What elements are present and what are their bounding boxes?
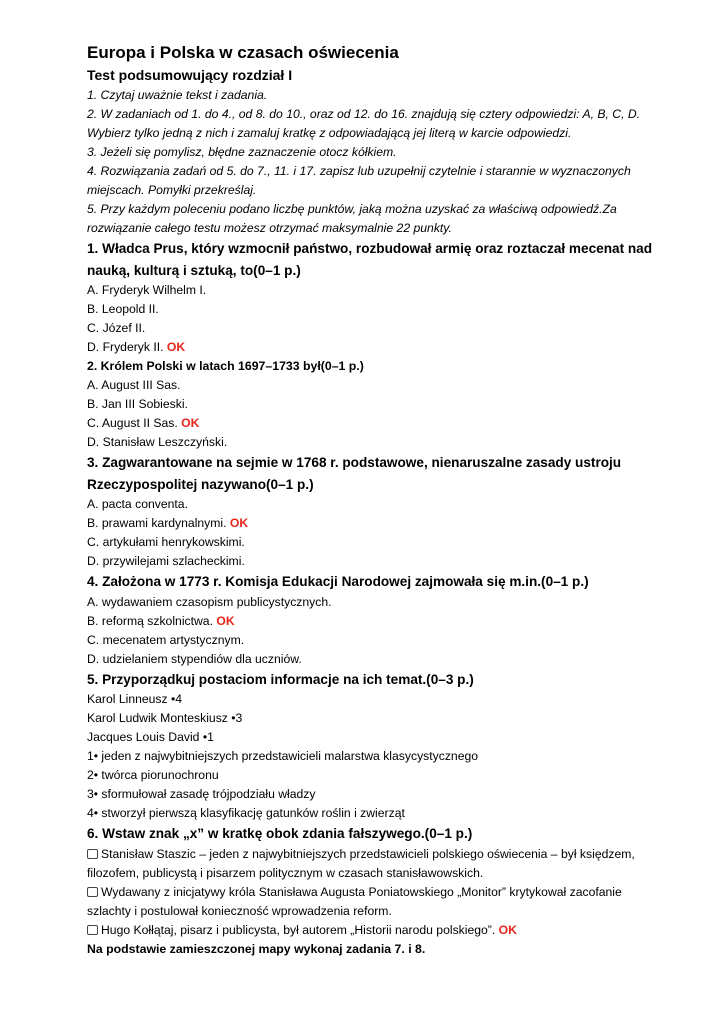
answer-option: A. wydawaniem czasopism publicystycznych. — [87, 594, 332, 609]
instruction-line: 4. Rozwiązania zadań od 5. do 7., 11. i 17. zapisz lub uzupełnij czytelnie i starannie w wyznaczonych — [87, 164, 631, 178]
page-subtitle: Test podsumowujący rozdział I — [87, 67, 293, 83]
statement-continuation: filozofem, publicystą i pisarzem politycznym w czasach stanisławowskich. — [87, 865, 484, 880]
fact-item: 3• sformułował zasadę trójpodziału władzy — [87, 787, 316, 801]
question-text: 2. Królem Polski w latach 1697–1733 był(0–1 p.) — [87, 359, 364, 373]
question-6 — [87, 823, 685, 940]
statement-item — [87, 845, 685, 864]
statement-text: Hugo Kołłątaj, pisarz i publicysta, był autorem „Historii narodu polskiego”. — [101, 922, 496, 937]
person-item: Karol Ludwik Monteskiusz •3 — [87, 711, 243, 725]
question-text: 4. Założona w 1773 r. Komisja Edukacji Narodowej zajmowała się m.in.(0–1 p.) — [87, 574, 589, 589]
answer-option: B. Leopold II. — [87, 302, 159, 316]
answer-option: A. Fryderyk Wilhelm I. — [87, 283, 207, 297]
instruction-line: 5. Przy każdym poleceniu podano liczbę punktów, jaką można uzyskać za właściwą odpowiedź.Za — [87, 202, 617, 216]
fact-item: 2• twórca piorunochronu — [87, 768, 219, 782]
answer-option-correct — [87, 338, 685, 357]
answer-option-correct — [87, 612, 685, 631]
question-text: 3. Zagwarantowane na sejmie w 1768 r. podstawowe, nienaruszalne zasady ustroju — [87, 455, 622, 470]
footer-note: Na podstawie zamieszczonej mapy wykonaj zadania 7. i 8. — [87, 941, 426, 956]
answer-option: A. pacta conventa. — [87, 497, 188, 511]
option-text: C. August II Sas. — [87, 416, 178, 430]
question-1 — [87, 238, 685, 357]
statement-item — [87, 921, 685, 940]
answer-option: C. artykułami henrykowskimi. — [87, 535, 245, 549]
question-text: 1. Władca Prus, który wzmocnił państwo, rozbudował armię oraz roztaczał mecenat nad — [87, 241, 653, 256]
fact-item: 4• stworzył pierwszą klasyfikację gatunków roślin i zwierząt — [87, 806, 405, 820]
question-3 — [87, 452, 685, 571]
instructions — [87, 86, 685, 238]
instruction-line: 2. W zadaniach od 1. do 4., od 8. do 10., oraz od 12. do 16. znajdują się cztery odpowiedzi: A, B, C, D. — [87, 107, 641, 121]
answer-option: D. przywilejami szlacheckimi. — [87, 554, 245, 568]
question-4 — [87, 571, 685, 669]
instruction-line: 3. Jeżeli się pomylisz, błędne zaznaczenie otocz kółkiem. — [87, 145, 397, 159]
checkbox[interactable] — [87, 849, 98, 859]
question-2 — [87, 357, 685, 452]
ok-mark: OK — [181, 416, 200, 430]
statement-text: Wydawany z inicjatywy króla Stanisława Augusta Poniatowskiego „Monitor” krytykował zacofanie — [101, 884, 622, 899]
checkbox[interactable] — [87, 887, 98, 897]
instruction-line: rozwiązanie całego testu możesz otrzymać maksymalnie 22 punkty. — [87, 221, 452, 235]
person-item: Jacques Louis David •1 — [87, 730, 214, 744]
instruction-line: Wybierz tylko jedną z nich i zamaluj kratkę z odpowiadającą jej literą w karcie odpowiedzi. — [87, 126, 572, 140]
fact-item: 1• jeden z najwybitniejszych przedstawicieli malarstwa klasycystycznego — [87, 749, 479, 763]
statement-continuation: szlachty i postulował konieczność wprowadzenia reform. — [87, 903, 392, 918]
option-text: D. Fryderyk II. — [87, 340, 164, 354]
answer-option-correct — [87, 414, 685, 433]
ok-mark: OK — [166, 340, 186, 354]
page-title: Europa i Polska w czasach oświecenia — [87, 43, 399, 62]
answer-option-correct — [87, 514, 685, 533]
person-item: Karol Linneusz •4 — [87, 692, 183, 706]
question-5 — [87, 669, 685, 824]
answer-option: C. Józef II. — [87, 321, 146, 335]
question-text: 6. Wstaw znak „x” w kratkę obok zdania fałszywego.(0–1 p.) — [87, 826, 473, 841]
statement-item — [87, 883, 685, 902]
ok-mark: OK — [229, 516, 249, 530]
question-text: Rzeczypospolitej nazywano(0–1 p.) — [87, 476, 314, 492]
option-text: B. prawami kardynalnymi. — [87, 516, 227, 530]
answer-option: D. udzielaniem stypendiów dla uczniów. — [87, 651, 302, 666]
checkbox[interactable] — [87, 925, 98, 935]
question-text: nauką, kulturą i sztuką, to(0–1 p.) — [87, 262, 301, 278]
answer-option: A. August III Sas. — [87, 378, 181, 392]
ok-mark: OK — [216, 613, 235, 628]
option-text: B. reformą szkolnictwa. — [87, 613, 213, 628]
instruction-line: 1. Czytaj uważnie tekst i zadania. — [87, 88, 268, 102]
answer-option: C. mecenatem artystycznym. — [87, 632, 245, 647]
answer-option: D. Stanisław Leszczyński. — [87, 435, 228, 449]
statement-text: Stanisław Staszic – jeden z najwybitniejszych przedstawicieli polskiego oświecenia – był księdzem, — [101, 846, 635, 861]
question-text: 5. Przyporządkuj postaciom informacje na ich temat.(0–3 p.) — [87, 671, 474, 687]
ok-mark: OK — [498, 922, 517, 937]
answer-option: B. Jan III Sobieski. — [87, 397, 188, 411]
instruction-line: miejscach. Pomyłki przekreślaj. — [87, 183, 257, 197]
